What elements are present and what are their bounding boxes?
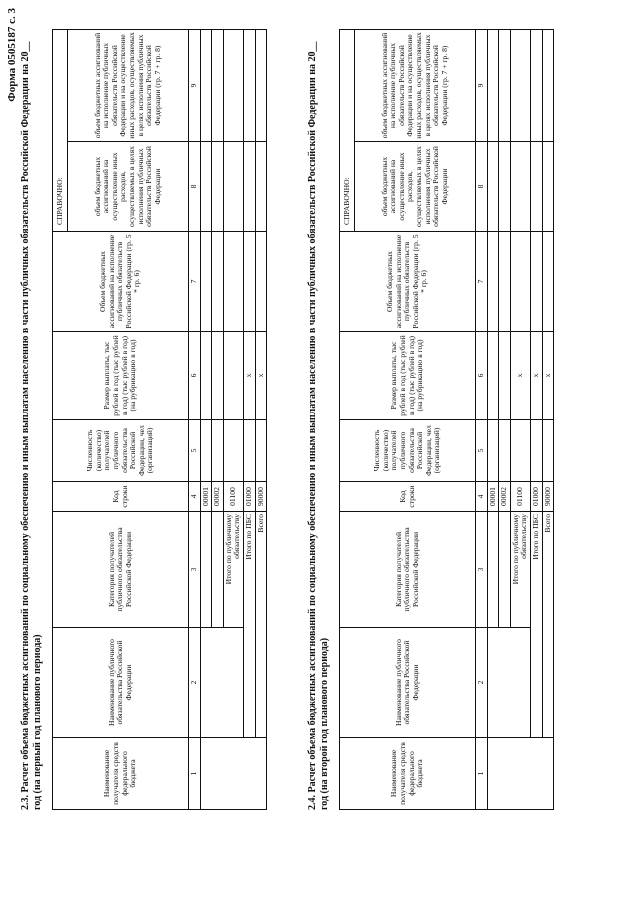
data-cell[interactable] (499, 420, 511, 482)
data-cell[interactable] (530, 232, 542, 332)
category-cell[interactable] (487, 512, 499, 628)
recipient-cell[interactable] (487, 738, 554, 810)
total-label-obligation: Итого по публичному обязательству (223, 512, 243, 628)
header-recipient-category: Категория получателей публичного обязательства Российской Федерации (340, 512, 476, 628)
header-payment-size: Размер выплаты, тыс рублей в год (тыс рублей в год) (тыс рублей в год) (на рубрикацию в год) (53, 332, 189, 420)
category-cell[interactable] (499, 512, 511, 628)
column-number: 4 (476, 482, 488, 512)
data-cell[interactable] (212, 420, 224, 482)
row-code: 01100 (223, 482, 243, 512)
column-number: 4 (189, 482, 201, 512)
row-code: 90000 (255, 482, 267, 512)
data-cell[interactable] (510, 142, 530, 232)
column-number: 1 (476, 738, 488, 810)
header-recipient: Наименование получателя средств федерального бюджета (53, 738, 189, 810)
row-code: 01100 (510, 482, 530, 512)
header-other-expenses: объем бюджетных ассигнований на осуществление иных расходов, осуществляемых в целях исполнения публичных обязательств Российской Федерации (355, 142, 476, 232)
x-mark: x (542, 332, 554, 420)
section-2-3 (20, 30, 267, 810)
section-heading: 2.4. Расчет объема бюджетных ассигнований по социальному обеспечению и иным выплатам населению в части публичных обязательств Российской Федерации на 20__ год (на второй год планового периода) (307, 41, 330, 810)
header-reference-group: СПРАВОЧНО: (340, 29, 355, 231)
category-cell[interactable] (200, 512, 212, 628)
x-mark: x (255, 332, 267, 420)
column-number: 2 (189, 628, 201, 738)
header-allocation-volume: Объем бюджетных ассигнований на исполнение публичных обязательств Российской Федерации (гр. 5 * гр. 6) (340, 232, 476, 332)
data-cell[interactable] (212, 232, 224, 332)
data-cell[interactable] (255, 232, 267, 332)
header-recipient: Наименование получателя средств федерального бюджета (340, 738, 476, 810)
section-heading: 2.3. Расчет объема бюджетных ассигнований по социальному обеспечению и иным выплатам населению в части публичных обязательств Российской Федерации на 20__ год (на первый год планового периода) (20, 41, 43, 810)
data-cell[interactable] (499, 29, 511, 141)
row-code: 00002 (212, 482, 224, 512)
total-label-pbs: Итого по ПБС (530, 512, 542, 738)
header-reference-group: СПРАВОЧНО: (53, 29, 68, 231)
recipient-cell[interactable] (200, 738, 267, 810)
data-cell[interactable] (212, 142, 224, 232)
data-cell[interactable] (255, 142, 267, 232)
data-cell[interactable] (255, 29, 267, 141)
row-code: 01000 (243, 482, 255, 512)
category-cell[interactable] (212, 512, 224, 628)
row-code: 00001 (200, 482, 212, 512)
data-cell[interactable] (487, 29, 499, 141)
data-cell[interactable] (223, 420, 243, 482)
data-cell[interactable] (530, 142, 542, 232)
column-number: 7 (189, 232, 201, 332)
data-cell[interactable] (530, 420, 542, 482)
data-cell[interactable] (499, 232, 511, 332)
calculation-table (339, 29, 554, 810)
column-number: 2 (476, 628, 488, 738)
column-number: 5 (189, 420, 201, 482)
calculation-table (52, 29, 267, 810)
data-cell[interactable] (487, 420, 499, 482)
data-cell[interactable] (510, 29, 530, 141)
data-cell[interactable] (487, 142, 499, 232)
obligation-name-cell[interactable] (200, 628, 243, 738)
column-number: 3 (189, 512, 201, 628)
x-mark: x (510, 332, 530, 420)
data-cell[interactable] (243, 420, 255, 482)
page-label: Форма 0505187 с. 3 (6, 8, 18, 102)
header-row-code: Код строки (340, 482, 476, 512)
header-total-allocation: объем бюджетных ассигнований на исполнение публичных обязательств Российской Федерации и на осуществление иных расходов, осуществляемых в целях исполнения публичных обязательств Российской Федерации (гр. 7 + гр. 8) (355, 29, 476, 141)
total-label-obligation: Итого по публичному обязательству (510, 512, 530, 628)
data-cell[interactable] (200, 332, 212, 420)
data-cell[interactable] (487, 232, 499, 332)
data-cell[interactable] (212, 29, 224, 141)
data-cell[interactable] (200, 142, 212, 232)
obligation-name-cell[interactable] (487, 628, 530, 738)
data-cell[interactable] (510, 420, 530, 482)
header-obligation-name: Наименование публичного обязательства Российской Федерации (53, 628, 189, 738)
data-cell (223, 332, 243, 420)
header-total-allocation: объем бюджетных ассигнований на исполнение публичных обязательств Российской Федерации и на осуществление иных расходов, осуществляемых в целях исполнения публичных обязательств Российской Федерации (гр. 7 + гр. 8) (68, 29, 189, 141)
data-cell[interactable] (499, 142, 511, 232)
data-cell[interactable] (510, 232, 530, 332)
data-cell[interactable] (530, 29, 542, 141)
header-row-code: Код строки (53, 482, 189, 512)
data-cell[interactable] (542, 420, 554, 482)
header-allocation-volume: Объем бюджетных ассигнований на исполнение публичных обязательств Российской Федерации (гр. 5 * гр. 6) (53, 232, 189, 332)
data-cell[interactable] (487, 332, 499, 420)
column-number: 3 (476, 512, 488, 628)
data-cell[interactable] (255, 420, 267, 482)
data-cell[interactable] (243, 232, 255, 332)
data-cell[interactable] (200, 29, 212, 141)
section-2-4 (307, 30, 554, 810)
header-obligation-name: Наименование публичного обязательства Российской Федерации (340, 628, 476, 738)
column-number: 9 (189, 29, 201, 141)
data-cell[interactable] (542, 232, 554, 332)
column-number: 8 (189, 142, 201, 232)
column-number: 5 (476, 420, 488, 482)
data-cell[interactable] (212, 332, 224, 420)
data-cell[interactable] (499, 332, 511, 420)
header-recipient-category: Категория получателей публичного обязательства Российской Федерации (53, 512, 189, 628)
data-cell[interactable] (223, 29, 243, 141)
data-cell[interactable] (200, 420, 212, 482)
total-label-all: Всего (542, 512, 554, 738)
column-number: 9 (476, 29, 488, 141)
header-other-expenses: объем бюджетных ассигнований на осуществление иных расходов, осуществляемых в целях исполнения публичных обязательств Российской Федерации (68, 142, 189, 232)
data-cell[interactable] (200, 232, 212, 332)
x-mark: x (243, 332, 255, 420)
row-code: 00001 (487, 482, 499, 512)
data-cell[interactable] (542, 29, 554, 141)
header-recipient-count: Численность (количество) получателей публичного обязательства Российской Федерации, чел (организаций) (53, 420, 189, 482)
data-cell[interactable] (223, 232, 243, 332)
total-label-pbs: Итого по ПБС (243, 512, 255, 738)
column-number: 6 (476, 332, 488, 420)
data-cell[interactable] (243, 142, 255, 232)
data-cell[interactable] (223, 142, 243, 232)
column-number: 7 (476, 232, 488, 332)
total-label-all: Всего (255, 512, 267, 738)
x-mark: x (530, 332, 542, 420)
row-code: 01000 (530, 482, 542, 512)
data-cell[interactable] (542, 142, 554, 232)
header-recipient-count: Численность (количество) получателей публичного обязательства Российской Федерации, чел (организаций) (340, 420, 476, 482)
column-number: 6 (189, 332, 201, 420)
data-cell[interactable] (243, 29, 255, 141)
column-number: 8 (476, 142, 488, 232)
row-code: 00002 (499, 482, 511, 512)
row-code: 90000 (542, 482, 554, 512)
column-number: 1 (189, 738, 201, 810)
header-payment-size: Размер выплаты, тыс рублей в год (тыс рублей в год) (тыс рублей в год) (на рубрикацию в год) (340, 332, 476, 420)
